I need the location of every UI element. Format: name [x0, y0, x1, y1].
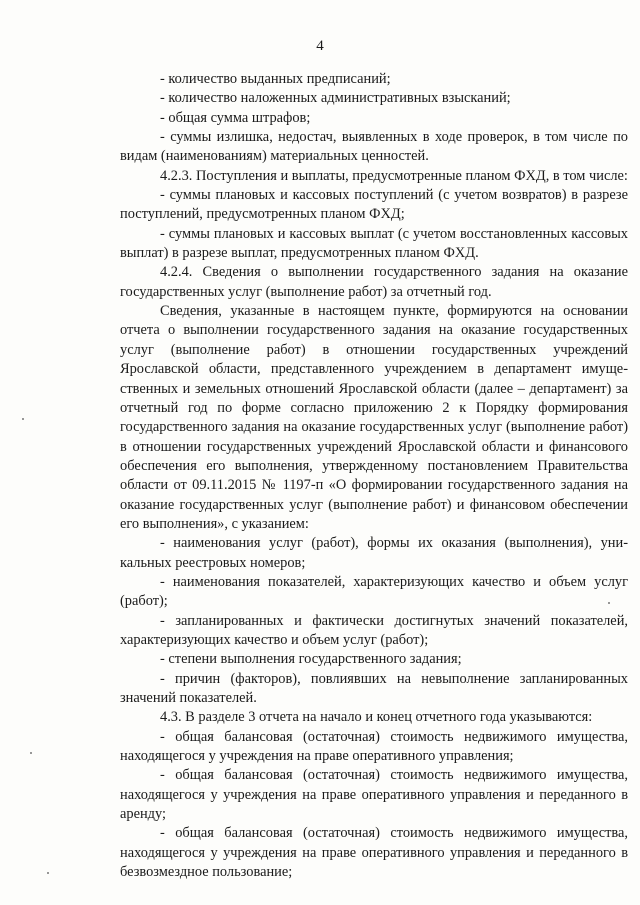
paragraph-count-prescriptions: - количество выданных предписаний; — [160, 71, 391, 87]
paragraph-state-task-info: Сведения, указанные в настоящем пункте, формируются на основании отчета о выполнении государственного задания на оказание государственных услуг (выполнение работ) в отношении государственных учреждений Ярославской области, представленного учреждением в департамент имущественных и земельных отношений Ярославской области (далее – департамент) за отчетный год по форме согласно приложению 2 к Порядку формирования государственного задания на оказание государственных услуг (выполнение работ) в отношении государственных учреждений Ярославской области и финансового обеспечения его выполнения, утвержденному постановлением Правительства области от 09.11.2015 № 1197-п «О формировании государственного задания на оказание государственных услуг (выполнение работ) и финансовом обеспечении его выполнения», с указанием: — [120, 303, 628, 532]
paragraph-total-fines: - общая сумма штрафов; — [160, 109, 311, 126]
paragraph-failure-reasons: - причин (факторов), повлиявших на невыполнение запланированных значений показателей. — [120, 670, 628, 706]
body-text — [120, 70, 628, 882]
paragraph-completion-degree: - степени выполнения государственного задания; — [160, 651, 462, 668]
paragraph-planned-payments: - суммы плановых и кассовых выплат (с учетом восстановленных кассовых выплат) в разрезе выплат, предусмотренных планом ФХД. — [120, 225, 628, 262]
paragraph-4-3-heading: 4.3. В разделе 3 отчета на начало и конец отчетного года указываются: — [160, 709, 593, 726]
paragraph-planned-receipts: - суммы плановых и кассовых поступлений (с учетом возвратов) в разрезе поступлений, предусмотренных планом ФХД; — [120, 187, 628, 223]
paragraph-count-penalties: - количество наложенных административных взысканий; — [160, 90, 511, 107]
page-number: 4 — [316, 38, 324, 54]
paragraph-4-2-3-heading: 4.2.3. Поступления и выплаты, предусмотренные планом ФХД, в том числе: — [160, 167, 628, 184]
paragraph-service-names: - наименования услуг (работ), формы их оказания (выполнения), уникальных реестровых номеров; — [120, 535, 628, 571]
scan-speck — [22, 418, 24, 420]
scan-speck — [47, 872, 49, 874]
paragraph-real-estate-lease: - общая балансовая (остаточная) стоимость недвижимого имущества, находящегося у учреждения на праве оперативного управления и переданного в аренду; — [120, 767, 628, 823]
paragraph-planned-actual-values: - запланированных и фактически достигнутых значений показателей, характеризующих качество и объем услуг (работ); — [120, 612, 628, 648]
paragraph-real-estate-operative: - общая балансовая (остаточная) стоимость недвижимого имущества, находящегося у учреждения на праве оперативного управления; — [120, 728, 628, 765]
paragraph-4-2-4-heading: 4.2.4. Сведения о выполнении государственного задания на оказание государственных услуг (выполнение работ) за отчетный год. — [120, 264, 628, 300]
paragraph-surplus-shortage: - суммы излишка, недостач, выявленных в ходе проверок, в том числе по видам (наименованиям) материальных ценностей. — [120, 129, 628, 165]
paragraph-real-estate-free-use: - общая балансовая (остаточная) стоимость недвижимого имущества, находящегося у учреждения на праве оперативного управления и переданного в безвозмездное пользование; — [120, 825, 628, 881]
scan-speck — [608, 602, 610, 604]
paragraph-indicator-names: - наименования показателей, характеризующих качество и объем услуг (работ); — [120, 573, 628, 610]
scan-speck — [30, 752, 32, 754]
